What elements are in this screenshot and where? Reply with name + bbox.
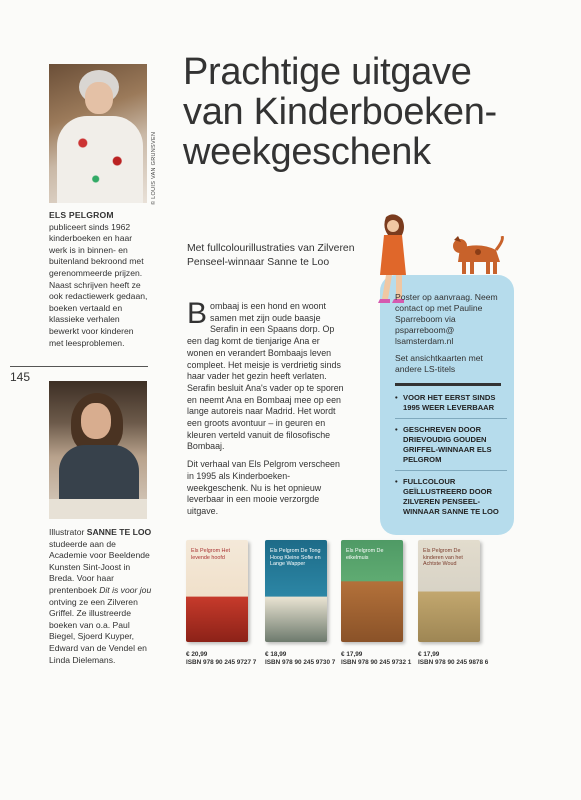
dog-illustration xyxy=(448,236,506,276)
book-cover-title: Els Pelgrom Het levende hoofd xyxy=(191,548,230,561)
book-cover-title: Els Pelgrom De eikelmuis xyxy=(346,548,384,561)
feature-item: • FULLCOLOUR GEÏLLUSTREERD DOOR ZILVEREN PENSEEL-WINNAAR SANNE TE LOO xyxy=(395,477,507,522)
book-cover-title: Els Pelgrom De Tong Hoog Kleine Sofie en Lange Wapper xyxy=(270,548,321,568)
drop-cap: B xyxy=(187,297,208,330)
photo-credit: © LOUIS VAN GRUNSVEN xyxy=(151,131,157,205)
book-cover xyxy=(265,540,327,642)
els-pelgrom-bio xyxy=(49,210,149,349)
book-isbn: ISBN 978 90 245 9878 6 xyxy=(418,659,489,666)
poster-info: Poster op aanvraag. Neem contact op met Pauline Sparreboom via psparreboom@ lsamsterdam.nl xyxy=(395,292,498,346)
book-price-info xyxy=(265,651,335,667)
book-cover-title: Els Pelgrom De kinderen van het Achtste Woud xyxy=(423,548,463,568)
book-price-info xyxy=(341,651,411,667)
book-cover xyxy=(418,540,480,642)
page-number: 145 xyxy=(10,370,31,384)
sanne-prefix: Illustrator xyxy=(49,527,85,537)
book-price: € 17,99 xyxy=(418,651,440,658)
book-price: € 20,99 xyxy=(186,651,208,658)
sanne-bio-part1: studeerde aan de Academie voor Beeldende Kunsten Sint-Joost in Breda. Voor haar prentenboek xyxy=(49,538,150,595)
els-bio-text: publiceert sinds 1962 kinderboeken en haar werk is in binnen- en buitenland bekroond met gerenommeerde prijzen. Naast schrijven heeft ze ook redactiewerk gedaan, boeken vertaald en klassieke verhalen bewerkt voor kinderen met leesproblemen. xyxy=(49,221,148,348)
book-price-info xyxy=(186,651,256,667)
sanne-te-loo-bio xyxy=(49,527,153,666)
body-paragraph-1: ombaaj is een hond en woont samen met zijn oude baasje Serafin in een Spaans dorp. Op een dag komt de tienjarige Ana er wonen en verandert Bombaajs leven compleet. Het meisje is verdrietig sinds haar vader het gezin heeft verlaten. Serafin besluit Ana's vader op te sporen en neemt Ana en Bombaaj mee op een lange autoreis naar Madrid. Het wordt een groots avontuur – in geuren en kleuren verteld vanuit de filosofische Bombaaj. xyxy=(187,301,344,452)
feature-item: • VOOR HET EERST SINDS 1995 WEER LEVERBAAR xyxy=(395,393,507,419)
body-paragraph-2: Dit verhaal van Els Pelgrom verscheen in 1995 als Kinderboeken-weekgeschenk. Nu is het opnieuw leverbaar in een mooie verzorgde uitgave. xyxy=(187,459,340,516)
subtitle: Met fullcolourillustraties van Zilveren Penseel-winnaar Sanne te Loo xyxy=(187,243,355,268)
sanne-bio-part2: ontving ze een Zilveren Griffel. Ze illustreerde boeken van o.a. Paul Biegel, Sjoerd Kuyper, Edward van de Vendel en Linda Dielemans. xyxy=(49,596,147,665)
els-pelgrom-photo xyxy=(49,64,147,203)
article-body xyxy=(187,297,347,524)
book-price: € 18,99 xyxy=(265,651,287,658)
postcards-info: Set ansichtkaarten met andere LS-titels xyxy=(395,353,483,374)
book-price: € 17,99 xyxy=(341,651,363,658)
sanne-name: SANNE TE LOO xyxy=(86,527,152,537)
book-isbn: ISBN 978 90 245 9727 7 xyxy=(186,659,257,666)
sanne-book-title: Dit is voor jou xyxy=(99,584,152,595)
book-isbn: ISBN 978 90 245 9732 1 xyxy=(341,659,412,666)
page-title: Prachtige uitgave van Kinderboeken-weekgeschenk xyxy=(183,51,497,173)
feature-list xyxy=(395,393,507,528)
feature-item: • GESCHREVEN DOOR DRIEVOUDIG GOUDEN GRIFFEL-WINNAAR ELS PELGROM xyxy=(395,425,507,471)
sanne-te-loo-photo xyxy=(49,381,147,519)
book-isbn: ISBN 978 90 245 9730 7 xyxy=(265,659,336,666)
book-cover xyxy=(341,540,403,642)
book-cover xyxy=(186,540,248,642)
infobox-divider xyxy=(395,383,501,386)
book-price-info xyxy=(418,651,488,667)
els-name: ELS PELGROM xyxy=(49,210,114,220)
divider xyxy=(10,366,148,367)
